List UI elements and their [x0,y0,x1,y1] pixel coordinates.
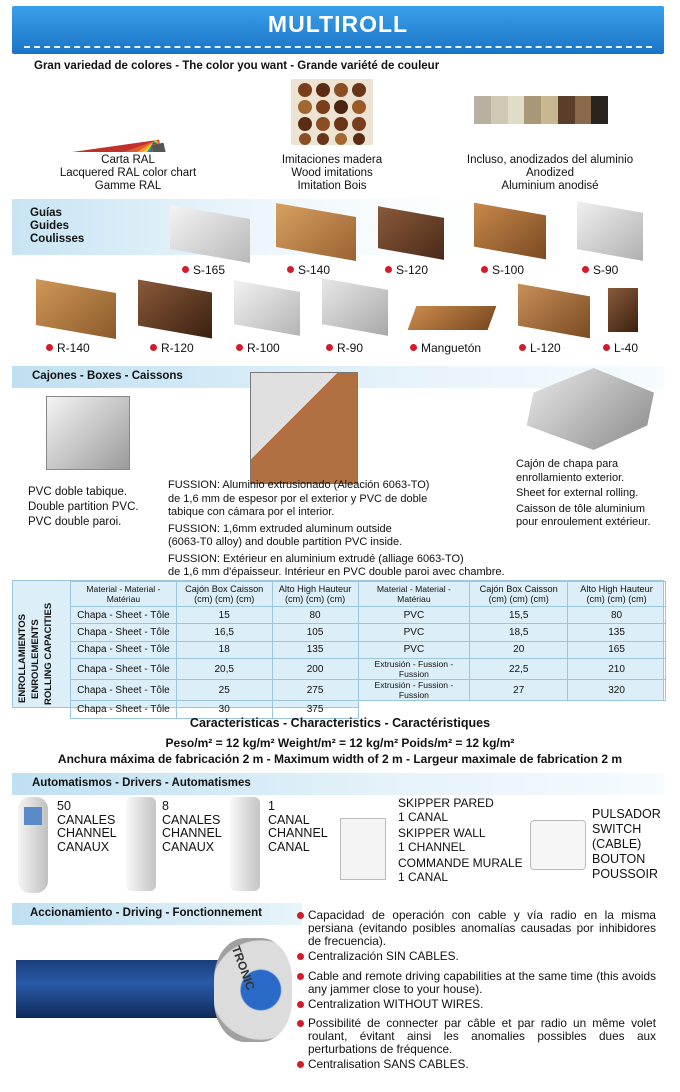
switch-image [530,820,586,870]
anodized-caption: Incluso, anodizados del aluminio Anodized Aluminium anodisé [466,154,634,192]
driving-header: Accionamiento - Driving - Fonctionnement [30,907,262,919]
page-title: MULTIROLL [267,11,409,37]
guide-label-s140: S-140 [287,263,330,277]
table-row: Chapa - Sheet - Tôle 15 80 PVC 15,5 80 [71,607,666,624]
guides-header: Guías Guides Coulisses [30,207,85,245]
remote-1-label: 1 CANAL CHANNEL CANAL [268,799,328,854]
table-row: Chapa - Sheet - Tôle 16,5 105 PVC 18,5 135 [71,624,666,641]
skipper-label: SKIPPER PARED 1 CANAL SKIPPER WALL 1 CHANNEL COMMANDE MURALE 1 CANAL [398,796,523,884]
pvc-box-image [46,396,130,470]
driving-bullet: Possibilité de connecter par câble et par radio un même volet roulant, évitant ainsi les anomalies possibles dues aux perturbations de fréquence. [308,1017,656,1056]
drivers-band [12,773,664,795]
title-banner [12,6,664,54]
guide-label-s120: S-120 [385,263,428,277]
guide-l40-image [608,288,638,332]
driving-bullet: Centralization WITHOUT WIRES. [308,998,656,1011]
remote-8-label: 8 CANALES CHANNEL CANAUX [162,799,222,854]
table-row: Chapa - Sheet - Tôle 20,5 200 Extrusión - Fussion - Fussion 22,5 210 [71,659,666,680]
wood-samples-image [291,79,373,145]
guide-label-r140: R-140 [46,341,90,355]
guide-label-s90: S-90 [582,263,618,277]
guide-mangueton-image [408,306,497,330]
guide-label-r90: R-90 [326,341,363,355]
motor-brand-text: TRONIC [228,944,258,993]
remote-8-image [126,797,156,891]
guide-label-r100: R-100 [236,341,280,355]
driving-bullet: Capacidad de operación con cable y vía radio en la misma persiana (evitando posibles anomalías causadas por inhibidores de frecuencia). [308,909,656,948]
table-row: Chapa - Sheet - Tôle 30 375 [71,701,666,718]
max-width-line: Anchura máxima de fabricación 2 m - Maximum width of 2 m - Largeur maximale de fabrication 2 m [57,752,623,766]
rolling-capacities-table [12,580,664,715]
driving-bullet: Centralisation SANS CABLES. [308,1058,656,1071]
driving-bullet: Centralización SIN CABLES. [308,950,656,963]
guide-label-mangueton: Manguetón [410,341,481,355]
guide-r100-image [234,280,300,336]
tubular-motor-image [16,960,246,1018]
ral-color-fan-image [58,80,178,152]
fussion-caption: FUSSION: Aluminio extrusionado (Aleación 6063-TO) de 1,6 mm de espesor por el exterior y PVC de doble tabique con cámara por el interior. FUSSION: 1,6mm extruded aluminum outside (6063-T0 alloy) and double partition PVC inside. FUSSION: Extérieur en aluminium extrudé (alliage 6063-TO) de 1,6 mm d'épaisseur. Intérieur en PVC double paroi avec chambre. [168,479,505,578]
remote-1-image [230,797,260,891]
guide-label-l40: L-40 [603,341,638,355]
table-header-row: Material - Material - Matériau Cajón Box Caisson (cm) (cm) (cm) Alto High Hauteur (cm) (cm) (cm) Material - Material - Matériau Cajón Box Caisson (cm) (cm) (cm) Alto High Hauteur (cm) (cm) (cm) [71,582,666,607]
ral-caption: Carta RAL Lacquered RAL color chart Gamme RAL [59,154,197,192]
banner-dash-line [24,46,652,48]
drivers-header: Automatismos - Drivers - Automatismes [32,777,251,789]
guide-label-r120: R-120 [150,341,194,355]
guide-label-s165: S-165 [182,263,225,277]
fussion-box-image [250,372,358,484]
characteristics-title: Caracteristicas - Characteristics - Caractéristiques [189,716,491,730]
boxes-header: Cajones - Boxes - Caissons [32,370,183,382]
remote-50-label: 50 CANALES CHANNEL CANAUX [57,799,117,854]
guide-label-s100: S-100 [481,263,524,277]
driving-bullet: Cable and remote driving capabilities at the same time (this avoids any jammer close to your house). [308,970,656,996]
table-row: Chapa - Sheet - Tôle 18 135 PVC 20 165 [71,641,666,658]
skipper-wall-image [340,818,386,880]
rolling-capacities-side-label: ENROLLAMIENTOS ENROULEMENTS ROLLING CAPACITIES [17,602,54,705]
switch-label: PULSADOR SWITCH (CABLE) BOUTON POUSSOIR [592,807,661,881]
motor-head-image [214,938,292,1042]
driving-band [12,903,302,925]
remote-50-image [18,797,48,893]
colors-header: Gran variedad de colores - The color you want - Grande variété de couleur [34,60,440,72]
guide-r120-image [138,279,212,338]
guide-r90-image [322,278,388,336]
sheet-box-caption: Cajón de chapa para enrollamiento exterior. Sheet for external rolling. Caisson de tôle aluminium pour enroulement extérieur. [516,458,651,528]
weight-line: Peso/m² = 12 kg/m² Weight/m² = 12 kg/m² Poids/m² = 12 kg/m² [165,736,515,750]
pvc-box-caption: PVC doble tabique. Double partition PVC. PVC double paroi. [28,486,139,528]
guide-label-l120: L-120 [519,341,561,355]
guide-r140-image [36,279,116,339]
anodized-samples-image [474,96,608,124]
table-row: Chapa - Sheet - Tôle 25 275 Extrusión - Fussion - Fussion 27 320 [71,680,666,701]
wood-caption: Imitaciones madera Wood imitations Imitation Bois [281,154,383,192]
guide-l120-image [518,284,590,339]
